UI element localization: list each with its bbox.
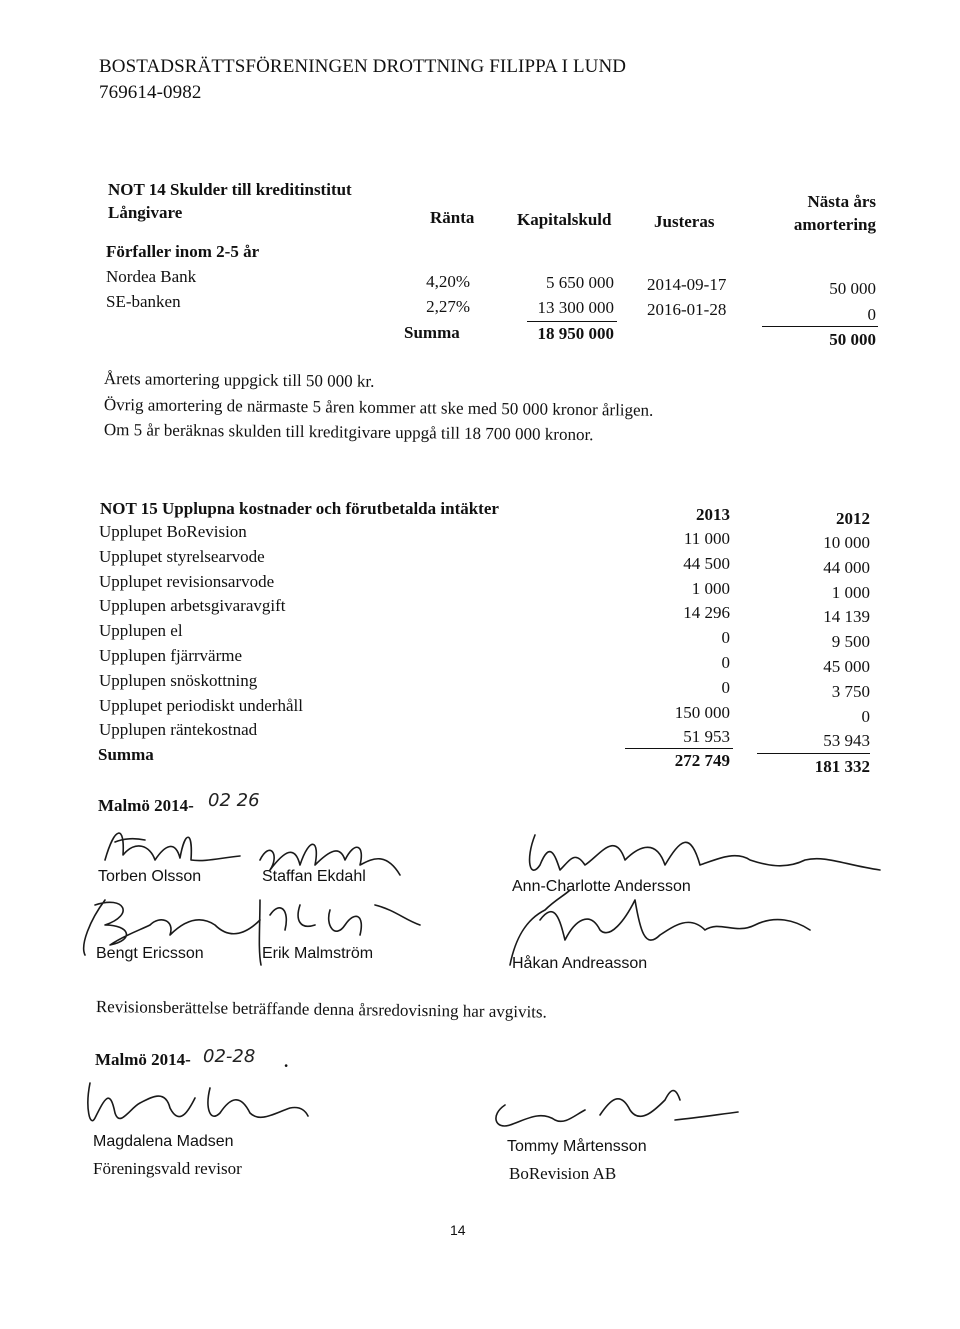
handwritten-date: 02 26 bbox=[208, 790, 260, 811]
value-2013: 11 000 bbox=[683, 529, 730, 548]
lender-name: SE-banken bbox=[106, 292, 181, 311]
signatory-name: Torben Olsson bbox=[98, 868, 202, 885]
sum-label: Summa bbox=[404, 323, 460, 342]
column-header-lender: Långivare bbox=[108, 203, 183, 222]
signatory-name: Bengt Ericsson bbox=[96, 945, 204, 962]
sum-2012: 181 332 bbox=[814, 757, 870, 776]
row-label: Upplupen snöskottning bbox=[99, 670, 258, 690]
note-14-title: NOT 14 Skulder till kreditinstitut bbox=[108, 180, 352, 199]
sum-rule bbox=[625, 748, 733, 749]
interest-rate: 2,27% bbox=[426, 297, 470, 316]
value-2013: 0 bbox=[721, 628, 730, 648]
value-2012: 45 000 bbox=[823, 657, 870, 676]
note-text: Årets amortering uppgick till 50 000 kr. bbox=[103, 369, 375, 391]
date-trailing-dot: . bbox=[284, 1052, 289, 1071]
page-number: 14 bbox=[450, 1222, 466, 1238]
value-2013: 0 bbox=[721, 677, 730, 697]
auditor-name: Tommy Mårtensson bbox=[507, 1138, 647, 1155]
value-2012: 1 000 bbox=[831, 582, 870, 602]
organization-name: BOSTADSRÄTTSFÖRENINGEN DROTTNING FILIPPA I LUND bbox=[99, 56, 627, 77]
row-label: Upplupen arbetsgivaravgift bbox=[99, 596, 286, 616]
column-header-2012: 2012 bbox=[836, 509, 870, 528]
value-2013: 44 500 bbox=[683, 553, 730, 573]
adjust-date: 2014-09-17 bbox=[647, 275, 727, 294]
value-2012: 10 000 bbox=[823, 533, 870, 552]
value-2013: 51 953 bbox=[683, 727, 730, 747]
note-15-title: NOT 15 Upplupna kostnader och förutbetalda intäkter bbox=[100, 499, 499, 518]
next-amortization: 50 000 bbox=[829, 279, 876, 298]
value-2013: 1 000 bbox=[691, 578, 730, 598]
handwritten-date: 02-28 bbox=[203, 1046, 256, 1067]
value-2012: 53 943 bbox=[823, 731, 870, 751]
column-header-next-line1: Nästa års bbox=[807, 192, 876, 211]
adjust-date: 2016-01-28 bbox=[647, 300, 727, 319]
value-2012: 3 750 bbox=[831, 681, 870, 701]
place-date-label: Malmö 2014- bbox=[98, 796, 194, 815]
group-heading: Förfaller inom 2-5 år bbox=[106, 242, 260, 261]
row-label: Upplupet revisionsarvode bbox=[99, 571, 275, 591]
column-header-capital: Kapitalskuld bbox=[517, 210, 612, 229]
lender-name: Nordea Bank bbox=[106, 267, 197, 286]
note-text: Om 5 år beräknas skulden till kreditgivare uppgå till 18 700 000 kronor. bbox=[103, 420, 594, 445]
value-2012: 9 500 bbox=[831, 632, 870, 652]
row-label: Upplupen el bbox=[99, 621, 183, 641]
note-text: Övrig amortering de närmaste 5 åren kommer att ske med 50 000 kronor årligen. bbox=[103, 395, 654, 420]
column-header-rate: Ränta bbox=[430, 208, 475, 227]
place-date-label: Malmö 2014- bbox=[95, 1050, 191, 1069]
value-2012: 14 139 bbox=[823, 607, 870, 627]
row-label: Upplupet periodiskt underhåll bbox=[99, 695, 303, 715]
interest-rate: 4,20% bbox=[426, 272, 470, 291]
next-amortization: 0 bbox=[867, 305, 876, 324]
value-2013: 150 000 bbox=[674, 702, 730, 722]
column-header-2013: 2013 bbox=[696, 505, 730, 524]
signatory-name: Ann-Charlotte Andersson bbox=[512, 878, 691, 895]
auditor-role: Föreningsvald revisor bbox=[93, 1159, 242, 1178]
sum-2013: 272 749 bbox=[674, 751, 730, 770]
row-label: Upplupen fjärrvärme bbox=[99, 646, 243, 665]
row-label: Upplupen räntekostnad bbox=[99, 720, 258, 740]
sum-capital: 18 950 000 bbox=[537, 324, 614, 343]
audit-statement: Revisionsberättelse beträffande denna årsredovisning har avgivits. bbox=[95, 997, 547, 1022]
column-header-adjust: Justeras bbox=[654, 212, 715, 231]
sum-next-amortization: 50 000 bbox=[829, 330, 876, 349]
row-label: Upplupet styrelsearvode bbox=[99, 546, 265, 566]
sum-label: Summa bbox=[98, 745, 154, 764]
organization-number: 769614-0982 bbox=[99, 82, 202, 103]
sum-rule bbox=[527, 321, 617, 322]
value-2012: 0 bbox=[861, 706, 870, 726]
sum-rule bbox=[762, 326, 878, 327]
signatory-name: Erik Malmström bbox=[262, 945, 374, 962]
capital-debt: 5 650 000 bbox=[546, 273, 614, 292]
value-2013: 14 296 bbox=[683, 603, 730, 623]
auditor-role: BoRevision AB bbox=[509, 1164, 617, 1183]
value-2012: 44 000 bbox=[823, 557, 870, 577]
signature-magdalena-madsen bbox=[80, 1068, 310, 1143]
value-2013: 0 bbox=[721, 653, 730, 672]
signatory-name: Staffan Ekdahl bbox=[262, 868, 366, 885]
signatory-name: Håkan Andreasson bbox=[512, 955, 648, 972]
auditor-name: Magdalena Madsen bbox=[93, 1133, 234, 1150]
column-header-next-line2: amortering bbox=[793, 215, 876, 234]
capital-debt: 13 300 000 bbox=[537, 298, 614, 317]
row-label: Upplupet BoRevision bbox=[99, 522, 247, 541]
sum-rule bbox=[757, 753, 870, 754]
